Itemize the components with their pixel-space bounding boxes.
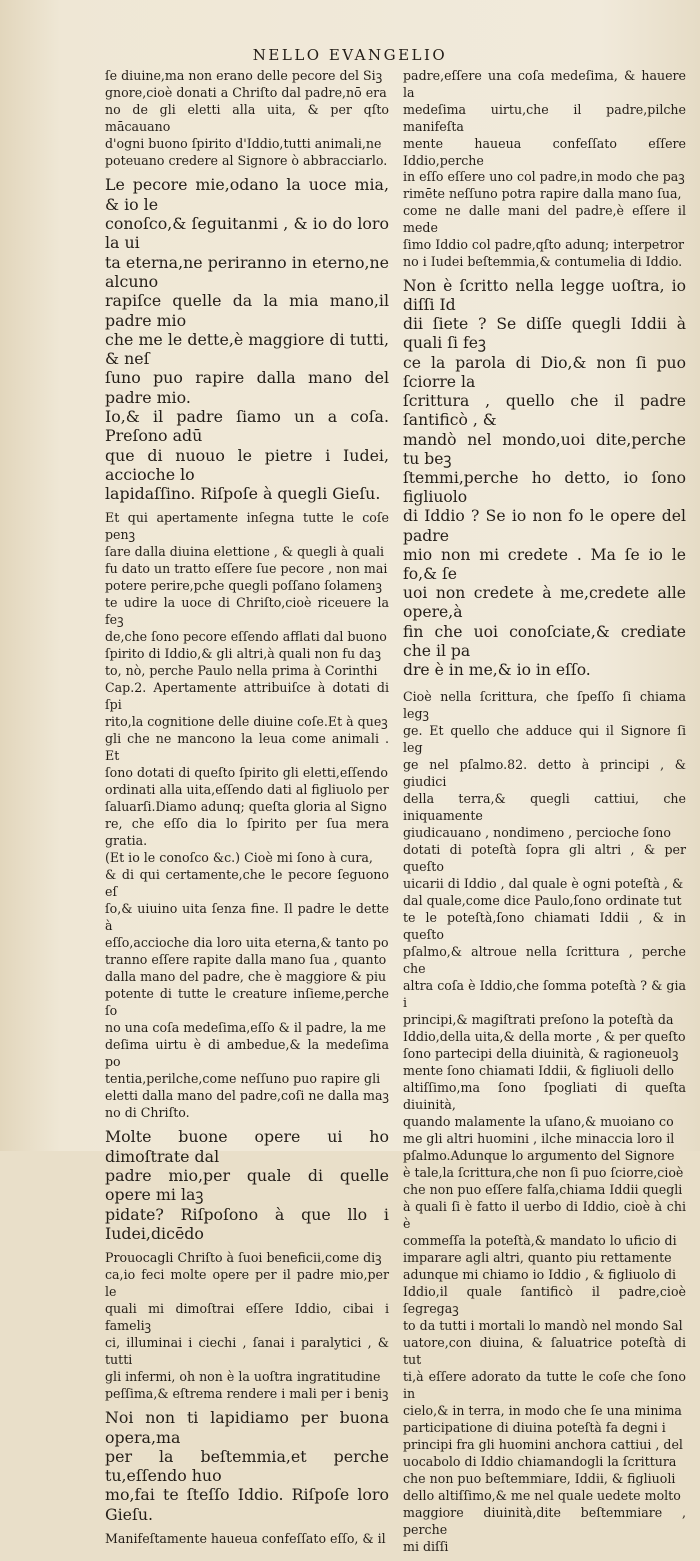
running-head: NELLO EVANGELIO: [252, 46, 448, 64]
right-commentary-1: padre,eſſere una coſa medeſima, & hauere la medeſima uirtu,che il padre,pilche manifeſta mente haueua confeſſato eſſere Iddio,perche in eſſo eſſere uno col padre,in modo che paꝫ rimēte neſſuno potra rapire dalla mano ſua, come ne dalle mani del padre,è eſſere il mede ſimo Iddio col padre,qſto adunq; interpetror no i Iudei beſtemmia,& contumelia di Iddio.: [403, 68, 686, 269]
right-commentary-2: Cioè nella ſcrittura, che ſpeſſo ſi chiama legꝫ ge. Et quello che adduce qui il Signore ſi leg ge nel pſalmo.82. detto à principi , & giudici della terra,& quegli cattiui, che iniquamente giudicauano , nondimeno , percioche ſono dotati di poteſtà ſopra gli altri , & per queſto uicarii di Iddio , dal quale è ogni poteſtà , & dal quale,come dice Paulo,ſono ordinate tut te le poteſtà,ſono chiamati Iddii , & in queſto pſalmo,& altroue nella ſcrittura , perche che altra coſa è Iddio,che ſomma poteſtà ? & gia i principi,& magiſtrati preſono la poteſtà da Iddio,della uita,& della morte , & per queſto ſono partecipi della diuinità, & ragioneuolꝫ mente ſono chiamati Iddii, & figliuoli dello altiſſimo,ma ſono ſpogliati di queſta diuinità, quando malamente la uſano,& muoiano co me gli altri huomini , ilche minaccia loro il pſalmo.Adunque lo argumento del Signore è tale,la ſcrittura,che non ſi puo ſciorre,cioè che non puo eſſere falſa,chiama Iddii quegli à quali ſi è fatto il uerbo di Iddio, cioè à chi è commeſſa la poteſtà,& mandato lo uficio di imparare agli altri, quanto piu rettamente adunque mi chiamo io Iddio , & figliuolo di Iddio,il quale ſantificò il padre,cioè ſegregaꝫ to da tutti i mortali lo mandò nel mondo Sal uatore,con diuina, & ſaluatrice poteſtà di tut ti,à eſſere adorato da tutte le coſe che ſono in cielo,& in terra, in modo che ſe una minima participatione di diuina poteſtà fa degni i principi fra gli huomini anchora cattiui , del uocabolo di Iddio chiamandogli la ſcrittura che non puo beſtemmiare, Iddii, & figliuoli dello altiſſimo,& me nel quale uedete molto maggiore diuinità,dite beſtemmiare , perche mi diſſi: [403, 689, 686, 1555]
left-column: [105, 68, 389, 1553]
left-commentary-1: ſe diuine,ma non erano delle pecore del Siꝫ gnore,cioè donati a Chriſto dal padre,nō era no de gli eletti alla uita, & per qſto mācauano d'ogni buono ſpirito d'Iddio,tutti animali,ne poteuano credere al Signore ò abbracciarlo.: [105, 68, 389, 168]
left-verse-3: Noi non ti lapidiamo per buona opera,ma per la beſtemmia,et perche tu,eſſendo huo mo,fai te ſteſſo Iddio. Riſpoſe loro Gieſu.: [105, 1408, 389, 1524]
left-commentary-3: Prouocagli Chriſto à ſuoi beneficii,come diꝫ ca,io feci molte opere per il padre mio,per le quali mi dimoſtrai eſſere Iddio, cibai i fameliꝫ ci, illuminai i ciechi , ſanai i paralytici , & tutti gli infermi, oh non è la uoſtra ingratitudine peſſima,& eſtrema rendere i mali per i beniꝫ: [105, 1250, 389, 1402]
right-verse-1: Non è ſcritto nella legge uoſtra, io diſſi Id dii ſiete ? Se diſſe quegli Iddii à quali ſi feꝫ ce la parola di Dio,& non ſi puo ſciorre la ſcrittura , quello che il padre ſantificò , & mandò nel mondo,uoi dite,perche tu beꝫ ſtemmi,perche ho detto, io ſono figliuolo di Iddio ? Se io non fo le opere del padre mio non mi credete . Ma ſe io le fo,& ſe uoi non credete à me,credete alle opere,à fin che uoi conoſciate,& crediate che il pa dre è in me,& io in eſſo.: [403, 276, 686, 679]
right-column: [403, 68, 686, 1561]
left-commentary-4: Manifeſtamente haueua confeſſato eſſo, & il: [105, 1531, 386, 1547]
left-commentary-2: Et qui apertamente inſegna tutte le coſe penꝫ ſare dalla diuina elettione , & quegli à quali fu dato un tratto eſſere ſue pecore , non mai potere perire,pche quegli poſſano ſolamenꝫ te udire la uoce di Chriſto,cioè riceuere la feꝫ de,che ſono pecore eſſendo afflati dal buono ſpirito di Iddio,& gli altri,à quali non fu daꝫ to, nò, perche Paulo nella prima à Corinthi Cap.2. Apertamente attribuiſce à dotati di ſpi rito,la cognitione delle diuine coſe.Et à queꝫ gli che ne mancono la leua come animali . Et ſono dotati di queſto ſpirito gli eletti,eſſendo ordinati alla uita,eſſendo dati al figliuolo per ſaluarſi.Diamo adunq; queſta gloria al Signo re, che eſſo dia lo ſpirito per ſua mera gratia. (Et io le conoſco &c.) Cioè mi ſono à cura, & di qui certamente,che le pecore ſeguono eſ ſo,& uiuino uita ſenza fine. Il padre le dette à eſſo,accioche dia loro uita eterna,& tanto po tranno eſſere rapite dalla mano ſua , quanto dalla mano del padre, che è maggiore & piu potente di tutte le creature inſieme,perche ſo no una coſa medeſima,eſſo & il padre, la me deſima uirtu è di ambedue,& la medeſima po tentia,perilche,come neſſuno puo rapire gli eletti dalla mano del padre,coſi ne dalla maꝫ no di Chriſto.: [105, 510, 389, 1121]
left-verse-2: Molte buone opere ui ho dimoſtrate dal padre mio,per quale di quelle opere mi laꝫ pidate? Riſpoſono à que llo i Iudei,dicēdo: [105, 1127, 389, 1243]
left-verse-1: Le pecore mie,odano la uoce mia, & io le conoſco,& ſeguitanmi , & io do loro la ui ta eterna,ne periranno in eterno,ne alcuno rapiſce quelle da la mia mano,il padre mio che me le dette,è maggiore di tutti, & neſ ſuno puo rapire dalla mano del padre mio. Io,& il padre ſiamo un a coſa. Preſono adū que di nuouo le pietre i Iudei, accioche lo lapidaſſino. Riſpoſe à quegli Gieſu.: [105, 175, 389, 504]
